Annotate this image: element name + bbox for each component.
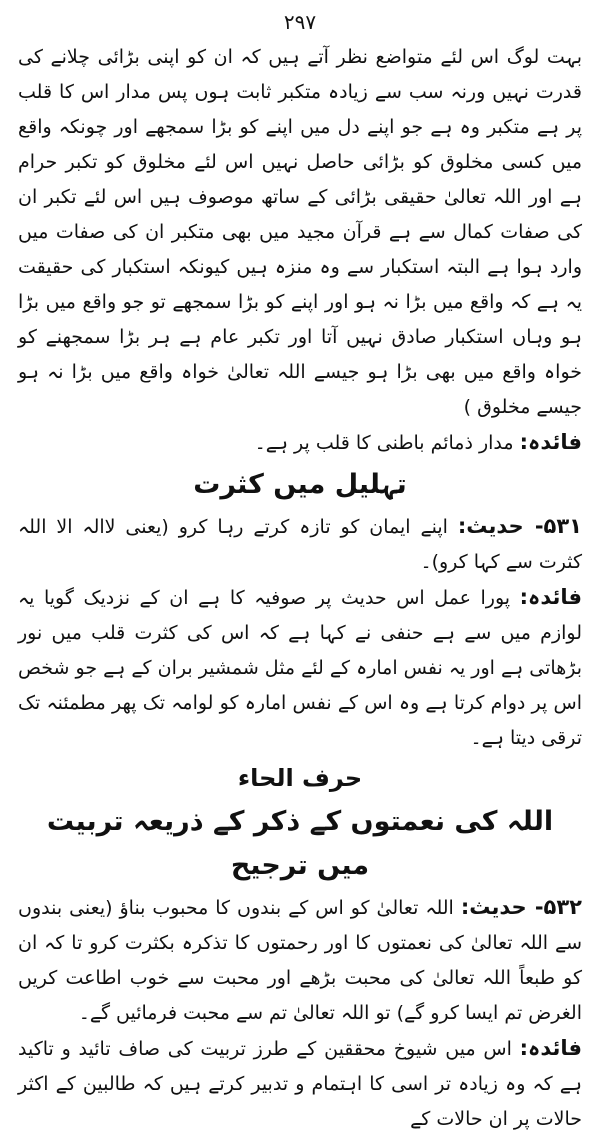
paragraph-takabbur: بہت لوگ اس لئے متواضع نظر آتے ہیں کہ ان کو اپنی بڑائی چلانے کی قدرت نہیں ورنہ سب سے زیادہ متکبر ثابت ہوں پس مدار اس کا قلب پر ہے متکبر وہ ہے جو اپنے دل میں اپنے کو بڑا سمجھے اور چونکہ واقع میں کسی مخلوق کو بڑائی حاصل نہیں اس لئے مخلوق کو تکبر حرام ہے اور اللہ تعالیٰ حقیقی بڑائی کے ساتھ موصوف ہیں اس لئے تکبر ان کی صفات کمال سے ہے قرآن مجید میں بھی متکبر ان کی صفات میں وارد ہوا ہے البتہ استکبار سے وہ منزہ ہیں کیونکہ استکبار کی حقیقت یہ ہے کہ واقع میں بڑا نہ ہو اور اپنے کو بڑا سمجھے تو جو واقع میں بڑا ہو وہاں استکبار صادق نہیں آتا اور تکبر عام ہے ہر بڑا سمجھنے کو خواہ واقع میں بھی بڑا ہو جیسے اللہ تعالیٰ خواہ واقع میں بڑا نہ ہو جیسے مخلوق ): [18, 46, 582, 418]
paragraph-faida-1: [18, 425, 582, 461]
faida-label: فائدہ:: [519, 585, 582, 609]
page-number: ۲۹۷: [283, 10, 317, 34]
section-heading-tarbiyat: اللہ کی نعمتوں کے ذکر کے ذریعہ تربیت میں ترجیح: [46, 806, 554, 881]
faida-text: اس میں شیوخ محققین کے طرز تربیت کی صاف تائید و تاکید ہے کہ وہ زیادہ تر اسی کا اہتمام و تدبیر کرتے ہیں کہ طالبین کے اکثر حالات پر ان حالات کے: [18, 1038, 582, 1130]
paragraph-faida-3: [18, 1031, 582, 1137]
section-heading-tahleel: تہلیل میں کثرت: [193, 469, 407, 500]
hadith-532: [18, 890, 582, 1031]
hadith-531: [18, 509, 582, 580]
section-heading-harf-al-haa: حرف الحاء: [237, 764, 363, 792]
faida-label: فائدہ:: [519, 1036, 582, 1060]
hadith-text: اپنے ایمان کو تازہ کرتے رہا کرو (یعنی لاالہ الا اللہ کثرت سے کہا کرو)۔: [18, 516, 582, 573]
faida-text: مدار ذمائم باطنی کا قلب پر ہے۔: [254, 432, 514, 454]
hadith-label: ۵۳۲- حدیث:: [460, 895, 582, 919]
paragraph-faida-2: [18, 580, 582, 756]
faida-text: پورا عمل اس حدیث پر صوفیہ کا ہے ان کے نزدیک گویا یہ لوازم میں سے ہے حنفی نے کہا ہے کہ اس کی کثرت قلب میں نور بڑھاتی ہے اور یہ نفس امارہ کے لئے مثل شمشیر بران کے ہے جو شخص اس پر دوام کرتا ہے وہ اس کے نفس امارہ کو لوامہ تک پھر مطمئنہ تک ترقی دیتا ہے۔: [18, 587, 582, 749]
faida-label: فائدہ:: [519, 430, 582, 454]
hadith-text: اللہ تعالیٰ کو اس کے بندوں کا محبوب بناؤ (یعنی بندوں سے اللہ تعالیٰ کی نعمتوں کا اور رحمتوں کا تذکرہ بکثرت کرو تا کہ ان کو طبعاً اللہ تعالیٰ کی محبت بڑھے اور محبت سے خوب اطاعت کریں الغرض تم ایسا کرو گے) تو اللہ تعالیٰ تم سے محبت فرمائیں گے۔: [18, 897, 582, 1024]
hadith-label: ۵۳۱- حدیث:: [457, 514, 582, 538]
